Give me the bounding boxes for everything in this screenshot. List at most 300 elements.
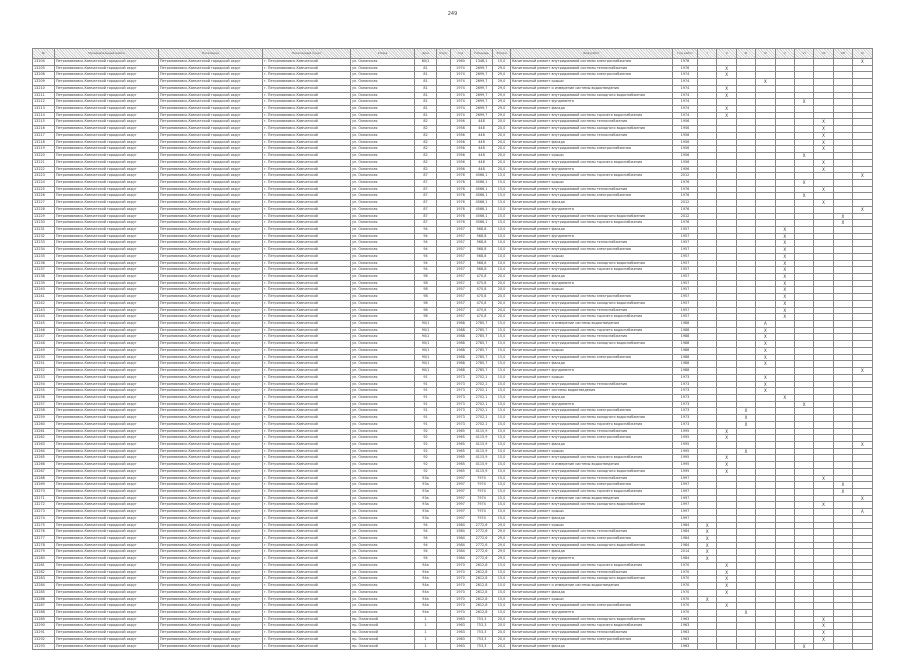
- mark-cell: X: [756, 347, 775, 354]
- mark-cell: [833, 280, 852, 287]
- table-cell: Капитальный ремонт внутридомовой системы теплоснабжения: [511, 381, 673, 388]
- mark-cell: [814, 314, 833, 321]
- mark-cell: [756, 72, 775, 79]
- mark-cell: [814, 522, 833, 529]
- table-cell: Петропавловск-Камчатский городской округ: [55, 92, 159, 99]
- table-cell: 94: [415, 556, 437, 563]
- table-cell: [437, 307, 451, 314]
- table-cell: 2702,1: [471, 374, 493, 381]
- table-cell: 1970: [673, 569, 698, 576]
- table-cell: Петропавловск-Камчатский городской округ: [159, 462, 263, 469]
- mark-cell: [814, 92, 833, 99]
- table-cell: 20,0: [493, 287, 511, 294]
- table-cell: 1957: [451, 260, 471, 267]
- table-cell: Петропавловск-Камчатский городской округ: [159, 200, 263, 207]
- mark-cell: X: [775, 274, 794, 281]
- mark-cell: [794, 307, 813, 314]
- table-cell: 13265: [33, 455, 55, 462]
- mark-cell: X: [756, 388, 775, 395]
- table-cell: 1965: [451, 462, 471, 469]
- mark-cell: [717, 374, 736, 381]
- mark-cell: [853, 415, 872, 422]
- mark-cell: [853, 146, 872, 153]
- mark-cell: [698, 159, 717, 166]
- mark-cell: [794, 72, 813, 79]
- table-cell: Капитальный ремонт внутридомовой системы теплоснабжения: [511, 240, 673, 247]
- mark-cell: [814, 549, 833, 556]
- table-cell: 1957: [451, 274, 471, 281]
- table-cell: Петропавловск-Камчатский городской округ: [55, 415, 159, 422]
- table-cell: 4566,1: [471, 200, 493, 207]
- table-cell: [437, 502, 451, 509]
- table-cell: 20,0: [493, 314, 511, 321]
- mark-cell: [814, 347, 833, 354]
- table-cell: Петропавловск-Камчатский городской округ: [55, 287, 159, 294]
- mark-cell: [756, 173, 775, 180]
- table-cell: 2702,1: [471, 421, 493, 428]
- table-cell: ул. Океанская: [351, 119, 415, 126]
- mark-cell: [736, 495, 755, 502]
- mark-cell: [698, 179, 717, 186]
- mark-cell: [853, 200, 872, 207]
- table-cell: [437, 542, 451, 549]
- mark-cell: [853, 583, 872, 590]
- table-cell: 87: [415, 173, 437, 180]
- table-cell: 15,0: [493, 502, 511, 509]
- table-cell: 1974: [673, 72, 698, 79]
- table-cell: 470,8: [471, 280, 493, 287]
- mark-cell: [853, 65, 872, 72]
- table-cell: 1956: [673, 126, 698, 133]
- table-cell: 13212: [33, 99, 55, 106]
- mark-cell: [814, 489, 833, 496]
- mark-cell: [698, 569, 717, 576]
- table-cell: [437, 247, 451, 254]
- table-cell: ул. Океанская: [351, 341, 415, 348]
- mark-cell: [853, 623, 872, 630]
- mark-cell: [717, 354, 736, 361]
- mark-cell: [814, 300, 833, 307]
- mark-cell: [736, 562, 755, 569]
- mark-cell: [853, 408, 872, 415]
- table-cell: 1973: [673, 401, 698, 408]
- mark-cell: [775, 153, 794, 160]
- table-cell: [437, 92, 451, 99]
- mark-cell: [853, 381, 872, 388]
- table-cell: Капитальный ремонт внутридомовой системы теплоснабжения: [511, 529, 673, 536]
- table-cell: Петропавловск-Камчатский городской округ: [55, 556, 159, 563]
- table-cell: 29,0: [493, 106, 511, 113]
- mark-cell: [698, 401, 717, 408]
- table-cell: Капитальный ремонт внутридомовой системы холодного водоснабжения: [511, 542, 673, 549]
- table-cell: 15,0: [493, 495, 511, 502]
- table-cell: 20,0: [493, 126, 511, 133]
- table-cell: пр. Океанский: [351, 616, 415, 623]
- mark-cell: [736, 72, 755, 79]
- mark-cell: [775, 536, 794, 543]
- table-cell: 1957: [451, 240, 471, 247]
- table-cell: 1956: [451, 153, 471, 160]
- table-cell: ул. Океанская: [351, 502, 415, 509]
- mark-cell: [775, 623, 794, 630]
- table-cell: ул. Океанская: [351, 173, 415, 180]
- mark-cell: [794, 515, 813, 522]
- mark-cell: [775, 643, 794, 650]
- table-cell: 15,0: [493, 583, 511, 590]
- table-cell: ул. Океанская: [351, 159, 415, 166]
- mark-cell: [853, 186, 872, 193]
- table-row: [33, 153, 873, 160]
- mark-cell: [756, 421, 775, 428]
- table-row: [33, 609, 873, 616]
- table-cell: г. Петропавловск-Камчатский: [263, 59, 351, 66]
- table-row: [33, 522, 873, 529]
- table-cell: Капитальный ремонт фундамента: [511, 233, 673, 240]
- table-cell: Капитальный ремонт крыши: [511, 79, 673, 86]
- mark-cell: [794, 576, 813, 583]
- table-cell: 13270: [33, 489, 55, 496]
- mark-cell: [833, 522, 852, 529]
- mark-cell: [698, 139, 717, 146]
- mark-cell: X: [794, 193, 813, 200]
- mark-cell: [698, 314, 717, 321]
- table-cell: 90/1: [415, 334, 437, 341]
- table-cell: [437, 253, 451, 260]
- table-cell: 2612,8: [471, 569, 493, 576]
- table-cell: 1984: [451, 556, 471, 563]
- table-cell: Петропавловск-Камчатский городской округ: [55, 421, 159, 428]
- table-cell: Капитальный ремонт внутридомовой системы холодного водоснабжения: [511, 260, 673, 267]
- mark-cell: [794, 327, 813, 334]
- table-cell: Петропавловск-Камчатский городской округ: [55, 361, 159, 368]
- table-row: [33, 173, 873, 180]
- table-cell: ул. Океанская: [351, 408, 415, 415]
- table-cell: г. Петропавловск-Камчатский: [263, 307, 351, 314]
- table-cell: [437, 603, 451, 610]
- mark-cell: [717, 247, 736, 254]
- table-cell: 13243: [33, 307, 55, 314]
- table-row: [33, 213, 873, 220]
- mark-cell: [853, 341, 872, 348]
- table-cell: г. Петропавловск-Камчатский: [263, 583, 351, 590]
- table-cell: 1976: [451, 173, 471, 180]
- mark-cell: [853, 394, 872, 401]
- table-cell: Капитальный ремонт и измерение системы водоотведения: [511, 85, 673, 92]
- mark-cell: [717, 139, 736, 146]
- table-cell: [437, 294, 451, 301]
- mark-cell: [794, 173, 813, 180]
- table-cell: Петропавловск-Камчатский городской округ: [55, 489, 159, 496]
- mark-cell: [736, 603, 755, 610]
- table-cell: г. Петропавловск-Камчатский: [263, 267, 351, 274]
- table-cell: Петропавловск-Камчатский городской округ: [55, 179, 159, 186]
- mark-cell: [736, 556, 755, 563]
- table-cell: Петропавловск-Камчатский городской округ: [159, 287, 263, 294]
- mark-cell: [736, 206, 755, 213]
- table-cell: [437, 495, 451, 502]
- mark-cell: [756, 146, 775, 153]
- table-cell: 13204: [33, 59, 55, 66]
- mark-cell: [814, 589, 833, 596]
- mark-cell: [698, 327, 717, 334]
- table-cell: ул. Океанская: [351, 381, 415, 388]
- table-cell: 568,8: [471, 247, 493, 254]
- table-cell: Капитальный ремонт внутридомовой системы холодного водоснабжения: [511, 576, 673, 583]
- table-row: [33, 220, 873, 227]
- table-cell: 1974: [451, 72, 471, 79]
- column-header: Этажи: [493, 49, 511, 59]
- mark-cell: X: [775, 280, 794, 287]
- mark-cell: [794, 542, 813, 549]
- table-cell: 1973: [673, 374, 698, 381]
- table-cell: 568,8: [471, 260, 493, 267]
- table-cell: 13217: [33, 132, 55, 139]
- mark-cell: [756, 542, 775, 549]
- mark-cell: [814, 307, 833, 314]
- mark-cell: [775, 401, 794, 408]
- mark-cell: [736, 193, 755, 200]
- table-cell: 568,8: [471, 233, 493, 240]
- mark-cell: [698, 300, 717, 307]
- mark-cell: X: [775, 300, 794, 307]
- table-cell: 568,8: [471, 253, 493, 260]
- table-cell: 13236: [33, 260, 55, 267]
- mark-cell: [853, 132, 872, 139]
- table-cell: ул. Океанская: [351, 106, 415, 113]
- table-cell: г. Петропавловск-Камчатский: [263, 226, 351, 233]
- table-cell: 20,0: [493, 159, 511, 166]
- mark-cell: [853, 92, 872, 99]
- mark-cell: [698, 267, 717, 274]
- mark-cell: [717, 213, 736, 220]
- mark-cell: [736, 173, 755, 180]
- table-cell: 1988: [673, 361, 698, 368]
- table-cell: Петропавловск-Камчатский городской округ: [159, 193, 263, 200]
- table-row: [33, 482, 873, 489]
- table-cell: 1957: [451, 300, 471, 307]
- mark-cell: [794, 240, 813, 247]
- mark-cell: [794, 368, 813, 375]
- table-cell: ул. Океанская: [351, 247, 415, 254]
- mark-cell: [794, 213, 813, 220]
- table-cell: Капитальный ремонт фундамента: [511, 556, 673, 563]
- mark-cell: [833, 186, 852, 193]
- mark-cell: [833, 307, 852, 314]
- mark-cell: [756, 441, 775, 448]
- mark-cell: [853, 79, 872, 86]
- mark-cell: [756, 475, 775, 482]
- mark-cell: [814, 462, 833, 469]
- table-cell: Петропавловск-Камчатский городской округ: [159, 549, 263, 556]
- table-cell: 1970: [673, 589, 698, 596]
- table-cell: 1974: [673, 106, 698, 113]
- table-cell: 29,0: [493, 556, 511, 563]
- mark-cell: [756, 529, 775, 536]
- mark-cell: [717, 99, 736, 106]
- table-cell: Петропавловск-Камчатский городской округ: [55, 59, 159, 66]
- mark-cell: X: [736, 448, 755, 455]
- mark-cell: [853, 361, 872, 368]
- table-cell: Капитальный ремонт внутридомовой системы холодного водоснабжения: [511, 213, 673, 220]
- table-cell: Петропавловск-Камчатский городской округ: [55, 643, 159, 650]
- table-cell: г. Петропавловск-Камчатский: [263, 596, 351, 603]
- mark-cell: [833, 388, 852, 395]
- mark-cell: X: [717, 603, 736, 610]
- table-row: [33, 206, 873, 213]
- column-header: II: [717, 49, 736, 59]
- table-cell: ул. Океанская: [351, 153, 415, 160]
- table-cell: 15,0: [493, 428, 511, 435]
- mark-cell: [814, 415, 833, 422]
- table-cell: Капитальный ремонт внутридомовой системы теплоснабжения: [511, 630, 673, 637]
- table-cell: ул. Океанская: [351, 253, 415, 260]
- table-cell: Петропавловск-Камчатский городской округ: [55, 536, 159, 543]
- mark-cell: X: [698, 549, 717, 556]
- mark-cell: [794, 267, 813, 274]
- mark-cell: [775, 502, 794, 509]
- table-cell: г. Петропавловск-Камчатский: [263, 603, 351, 610]
- table-cell: [437, 166, 451, 173]
- table-cell: Петропавловск-Камчатский городской округ: [55, 300, 159, 307]
- mark-cell: [853, 226, 872, 233]
- table-cell: 7974: [471, 482, 493, 489]
- table-cell: ул. Океанская: [351, 274, 415, 281]
- mark-cell: [698, 623, 717, 630]
- mark-cell: [775, 509, 794, 516]
- table-cell: Петропавловск-Камчатский городской округ: [55, 529, 159, 536]
- mark-cell: [814, 388, 833, 395]
- mark-cell: [717, 146, 736, 153]
- table-cell: Петропавловск-Камчатский городской округ: [159, 643, 263, 650]
- mark-cell: [698, 482, 717, 489]
- table-cell: 82: [415, 119, 437, 126]
- table-cell: 90/1: [415, 321, 437, 328]
- table-cell: ул. Океанская: [351, 132, 415, 139]
- table-cell: Капитальный ремонт фасада: [511, 549, 673, 556]
- mark-cell: [698, 502, 717, 509]
- mark-cell: [756, 132, 775, 139]
- table-cell: 13213: [33, 106, 55, 113]
- table-cell: [437, 462, 451, 469]
- table-cell: ул. Океанская: [351, 347, 415, 354]
- mark-cell: [794, 448, 813, 455]
- table-cell: 29,0: [493, 536, 511, 543]
- table-row: [33, 226, 873, 233]
- table-cell: Петропавловск-Камчатский городской округ: [55, 482, 159, 489]
- table-cell: [437, 589, 451, 596]
- table-cell: [437, 455, 451, 462]
- mark-cell: X: [717, 576, 736, 583]
- mark-cell: [853, 589, 872, 596]
- table-cell: ул. Океанская: [351, 556, 415, 563]
- mark-cell: X: [698, 522, 717, 529]
- mark-cell: [833, 294, 852, 301]
- table-cell: 4566,1: [471, 213, 493, 220]
- table-cell: 1965: [451, 428, 471, 435]
- table-cell: 1956: [451, 119, 471, 126]
- table-cell: Петропавловск-Камчатский городской округ: [159, 314, 263, 321]
- mark-cell: [833, 112, 852, 119]
- mark-cell: [698, 65, 717, 72]
- table-cell: [437, 428, 451, 435]
- mark-cell: X: [717, 435, 736, 442]
- table-cell: 13290: [33, 623, 55, 630]
- mark-cell: [833, 562, 852, 569]
- table-cell: г. Петропавловск-Камчатский: [263, 153, 351, 160]
- mark-cell: [833, 435, 852, 442]
- table-row: [33, 233, 873, 240]
- mark-cell: X: [814, 475, 833, 482]
- table-cell: Капитальный ремонт фасада: [511, 589, 673, 596]
- mark-cell: X: [756, 327, 775, 334]
- table-cell: Петропавловск-Камчатский городской округ: [55, 354, 159, 361]
- column-header: VII: [814, 49, 833, 59]
- table-cell: Петропавловск-Камчатский городской округ: [159, 253, 263, 260]
- mark-cell: [833, 85, 852, 92]
- table-cell: 13293: [33, 643, 55, 650]
- mark-cell: [717, 522, 736, 529]
- table-cell: Петропавловск-Камчатский городской округ: [159, 394, 263, 401]
- mark-cell: [717, 126, 736, 133]
- mark-cell: [853, 119, 872, 126]
- table-cell: г. Петропавловск-Камчатский: [263, 415, 351, 422]
- table-row: [33, 166, 873, 173]
- table-cell: ул. Океанская: [351, 99, 415, 106]
- mark-cell: [698, 334, 717, 341]
- mark-cell: [775, 596, 794, 603]
- table-cell: Петропавловск-Камчатский городской округ: [55, 603, 159, 610]
- table-cell: Петропавловск-Камчатский городской округ: [55, 85, 159, 92]
- table-cell: Петропавловск-Камчатский городской округ: [159, 106, 263, 113]
- mark-cell: [756, 415, 775, 422]
- table-cell: [437, 126, 451, 133]
- mark-cell: [756, 462, 775, 469]
- table-cell: 94: [415, 253, 437, 260]
- table-cell: 1957: [673, 240, 698, 247]
- mark-cell: [717, 616, 736, 623]
- table-cell: Петропавловск-Камчатский городской округ: [159, 576, 263, 583]
- table-cell: 753,3: [471, 623, 493, 630]
- mark-cell: [833, 368, 852, 375]
- table-cell: [437, 233, 451, 240]
- mark-cell: X: [814, 146, 833, 153]
- mark-cell: X: [717, 562, 736, 569]
- table-cell: 4115,9: [471, 441, 493, 448]
- table-cell: 15,0: [493, 220, 511, 227]
- mark-cell: [736, 529, 755, 536]
- mark-cell: [794, 159, 813, 166]
- table-cell: 2772,6: [471, 522, 493, 529]
- mark-cell: [794, 569, 813, 576]
- table-cell: [437, 300, 451, 307]
- mark-cell: X: [717, 65, 736, 72]
- column-header: Населенный пункт: [263, 49, 351, 59]
- table-cell: 1976: [451, 179, 471, 186]
- table-cell: 13244: [33, 314, 55, 321]
- table-cell: 13288: [33, 609, 55, 616]
- table-cell: г. Петропавловск-Камчатский: [263, 515, 351, 522]
- table-cell: Петропавловск-Камчатский городской округ: [159, 388, 263, 395]
- table-cell: 87: [415, 213, 437, 220]
- table-cell: 2702,1: [471, 394, 493, 401]
- table-cell: г. Петропавловск-Камчатский: [263, 388, 351, 395]
- mark-cell: [775, 220, 794, 227]
- table-cell: 13278: [33, 542, 55, 549]
- table-cell: 13220: [33, 153, 55, 160]
- table-cell: Капитальный ремонт внутридомовой системы холодного водоснабжения: [511, 616, 673, 623]
- table-cell: 1973: [451, 421, 471, 428]
- mark-cell: [775, 65, 794, 72]
